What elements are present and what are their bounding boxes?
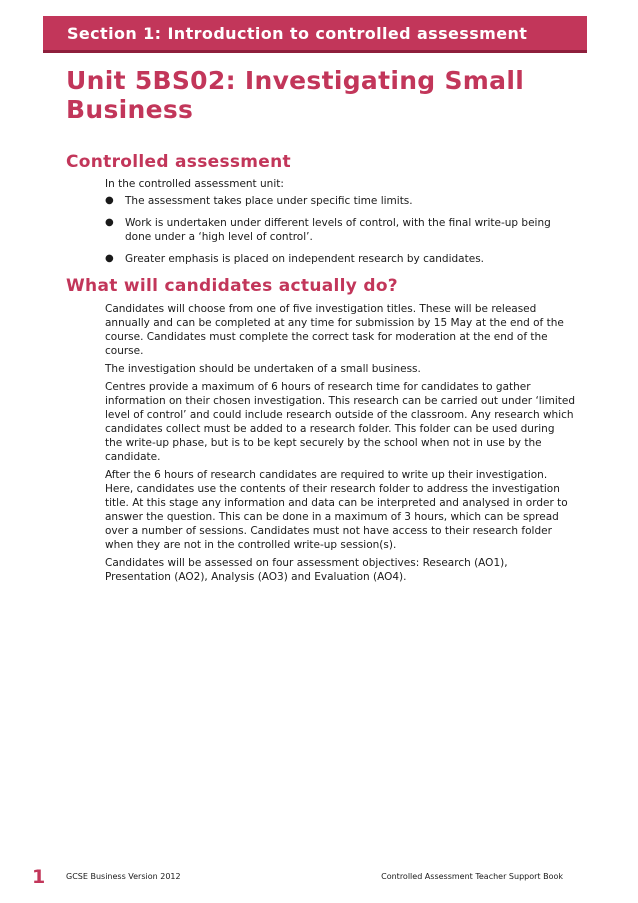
list-item-text: Greater emphasis is placed on independent research by candidates. [125,253,484,265]
paragraph: The investigation should be undertaken of a small business. [105,363,421,375]
list-item-text: Work is undertaken under different levels of control, with the final write-up being done under a ‘high level of control’. [125,217,551,243]
section-banner [43,16,587,53]
list-item [105,194,575,208]
controlled-assessment-intro: In the controlled assessment unit: [105,178,284,190]
controlled-assessment-heading: Controlled assessment [66,152,291,172]
list-item-text: The assessment takes place under specific time limits. [125,195,413,207]
footer-right-text: Controlled Assessment Teacher Support Book [381,872,563,881]
paragraph: Candidates will choose from one of five investigation titles. These will be released annually and can be completed at any time for submission by 15 May at the end of the course. Candidates must complete the correct task for moderation at the end of the course. [105,303,564,357]
candidates-heading: What will candidates actually do? [66,276,398,296]
unit-title: Unit 5BS02: Investigating Small Business [66,66,525,124]
footer-left-text: GCSE Business Version 2012 [66,872,181,881]
paragraph: Candidates will be assessed on four assessment objectives: Research (AO1), Presentation (AO2), Analysis (AO3) and Evaluation (AO4). [105,557,508,583]
bullet-icon: ● [105,253,114,264]
list-item [105,252,575,266]
section-title: Section 1: Introduction to controlled assessment [67,24,528,43]
list-item [105,216,575,244]
paragraph: After the 6 hours of research candidates are required to write up their investigation. Here, candidates use the contents of their research folder to address the investigation title. At this stage any information and data can be interpreted and analysed in order to answer the question. This can be done in a maximum of 3 hours, which can be spread over a number of sessions. Candidates must not have access to their research folder when they are not in the controlled write-up session(s). [105,469,568,551]
candidates-body [105,302,575,588]
controlled-assessment-list [105,194,575,274]
bullet-icon: ● [105,195,114,206]
page-number: 1 [32,866,46,888]
bullet-icon: ● [105,217,114,228]
paragraph: Centres provide a maximum of 6 hours of research time for candidates to gather information on their chosen investigation. This research can be carried out under ‘limited level of control’ and could include research outside of the classroom. Any research which candidates collect must be added to a research folder. This folder can be used during the write-up phase, but is to be kept securely by the school when not in use by the candidate. [105,381,576,463]
